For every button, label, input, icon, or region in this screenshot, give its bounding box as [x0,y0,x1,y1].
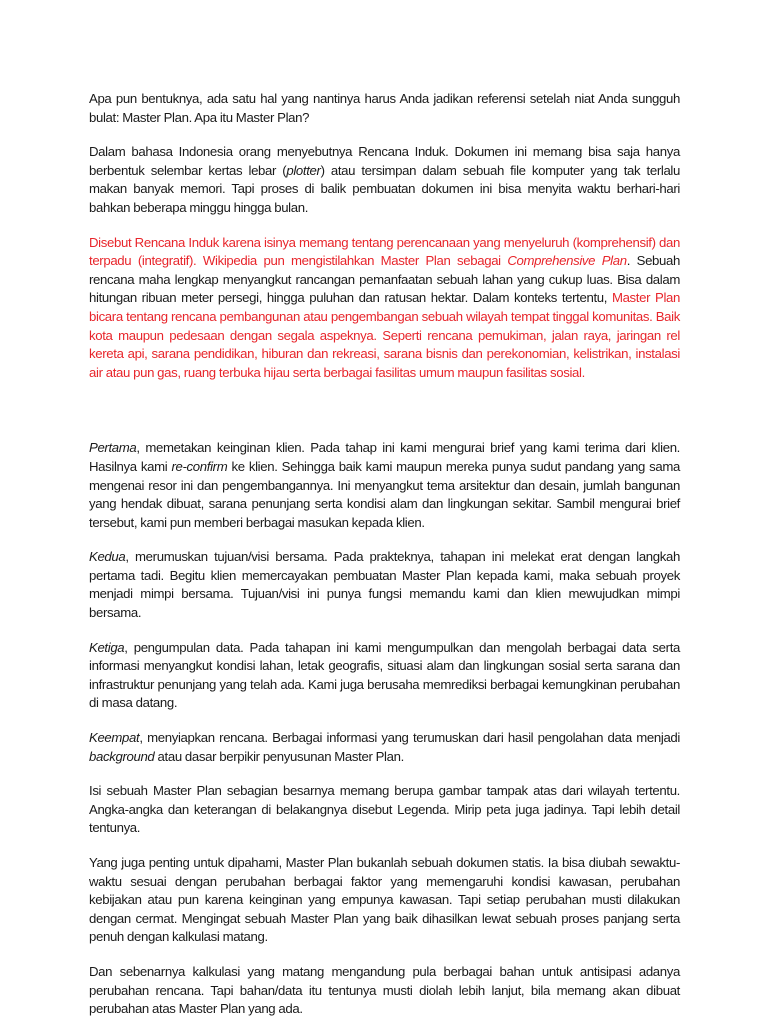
text-span: ) atau tersimpan dalam sebuah file komputer yang tak terlalu makan banyak memori. Tapi proses di balik pembuatan dokumen ini bisa menyita waktu berhari-hari bahkan beberapa minggu hingga bulan. [89,162,680,215]
paragraph-pertama [89,439,680,532]
paragraph-kedua [89,548,680,622]
paragraph-rencana-induk [89,143,680,217]
text-span: ke klien. Sehingga baik kami maupun mereka punya sudut pandang yang sama mengenai resor ini dan pengembangannya. Ini menyangkut tema arsitektur dan desain, jumlah bangunan yang hendak dibuat, sarana penunjang serta kondisi alam dan lingkungan sekitar. Sambil mengurai brief tersebut, kami pun memberi berbagai masukan kepada klien. [89,458,680,530]
text-span: Dalam bahasa Indonesia orang menyebutnya Rencana Induk. Dokumen ini memang bisa saja hanya berbentuk selembar kertas lebar ( [89,144,680,178]
italic-term: background [89,748,155,764]
step-label: Keempat [89,730,140,746]
paragraph-comprehensive-plan [89,234,680,383]
text-span: Sebuah rencana maha lengkap menyangkut rancangan pemanfaatan sebuah lahan yang cukup luas. Bisa dalam hitungan ribuan meter persegi, hingga puluhan dan ratusan hektar. Dalam konteks tertentu, [89,253,680,306]
text-span: , memetakan keinginan klien. Pada tahap ini kami mengurai brief yang kami terima dari klien. Hasilnya kami [89,440,680,474]
paragraph-intro [89,90,680,127]
text-span: Isi sebuah Master Plan sebagian besarnya memang berupa gambar tampak atas dari wilayah tertentu. Angka-angka dan keterangan di belakangnya disebut Legenda. Mirip peta juga jadinya. Tapi lebih detail tentunya. [89,783,680,836]
paragraph-kalkulasi [89,963,680,1019]
italic-term: plotter [286,162,321,178]
step-label: Ketiga [89,639,125,655]
text-span: Yang juga penting untuk dipahami, Master Plan bukanlah sebuah dokumen statis. Ia bisa diubah sewaktu-waktu sesuai dengan perubahan berbagai faktor yang memengaruhi kondisi kawasan, perubahan kebijakan atau pun karena keinginan yang empunya kawasan. Tapi setiap perubahan musti dilakukan dengan cermat. Mengingat sebuah Master Plan yang baik dihasilkan lewat sebuah proses panjang serta penuh dengan kalkulasi matang. [89,855,680,945]
section-gap [89,398,680,439]
text-span: , menyiapkan rencana. Berbagai informasi yang terumuskan dari hasil pengolahan data menjadi [139,730,680,746]
text-span: , merumuskan tujuan/visi bersama. Pada prakteknya, tahapan ini melekat erat dengan langkah pertama tadi. Begitu klien memercayakan pembuatan Master Plan kepada kami, maka sebuah proyek menjadi mimpi bersama. Tujuan/visi ini punya fungsi memandu kami dan klien mewujudkan mimpi bersama. [89,549,680,621]
text-span: . [626,253,637,269]
highlighted-text: Disebut Rencana Induk karena isinya memang tentang perencanaan yang menyeluruh (komprehensif) dan terpadu (integratif). Wikipedia pun mengistilahkan Master Plan sebagai [89,234,680,269]
highlighted-text: Master Plan bicara tentang rencana pembangunan atau pengembangan sebuah wilayah tempat tinggal komunitas. Baik kota maupun pedesaan dengan segala aspeknya. Seperti rencana pemukiman, jalan raya, jaringan rel kereta api, sarana pendidikan, hiburan dan rekreasi, sarana bisnis dan perekonomian, kelistrikan, instalasi air atau pun gas, ruang terbuka hijau serta berbagai fasilitas umum maupun fasilitas sosial. [89,290,680,380]
italic-term: re-confirm [171,458,228,474]
paragraph-keempat [89,729,680,766]
text-span: , pengumpulan data. Pada tahapan ini kami mengumpulkan dan mengolah berbagai data serta informasi menyangkut kondisi lahan, letak geografis, situasi alam dan lingkungan sosial serta sarana dan infrastruktur penunjang yang telah ada. Kami juga berusaha memrediksi berbagai kemungkinan perubahan di masa datang. [89,639,680,711]
step-label: Pertama [89,440,137,456]
paragraph-dokumen-statis [89,854,680,947]
text-span: atau dasar berpikir penyusunan Master Plan. [154,748,404,764]
text-span: Dan sebenarnya kalkulasi yang matang mengandung pula berbagai bahan untuk antisipasi adanya perubahan rencana. Tapi bahan/data itu tentunya musti diolah lebih lanjut, bila memang akan dibuat perubahan atas Master Plan yang ada. [89,963,680,1017]
paragraph-intro-text: Apa pun bentuknya, ada satu hal yang nantinya harus Anda jadikan referensi setelah niat Anda sungguh bulat: Master Plan. Apa itu Master Plan? [89,91,680,125]
paragraph-isi-master-plan [89,782,680,838]
step-label: Kedua [89,549,126,565]
highlighted-italic-term: Comprehensive Plan [507,253,627,269]
paragraph-ketiga [89,639,680,713]
